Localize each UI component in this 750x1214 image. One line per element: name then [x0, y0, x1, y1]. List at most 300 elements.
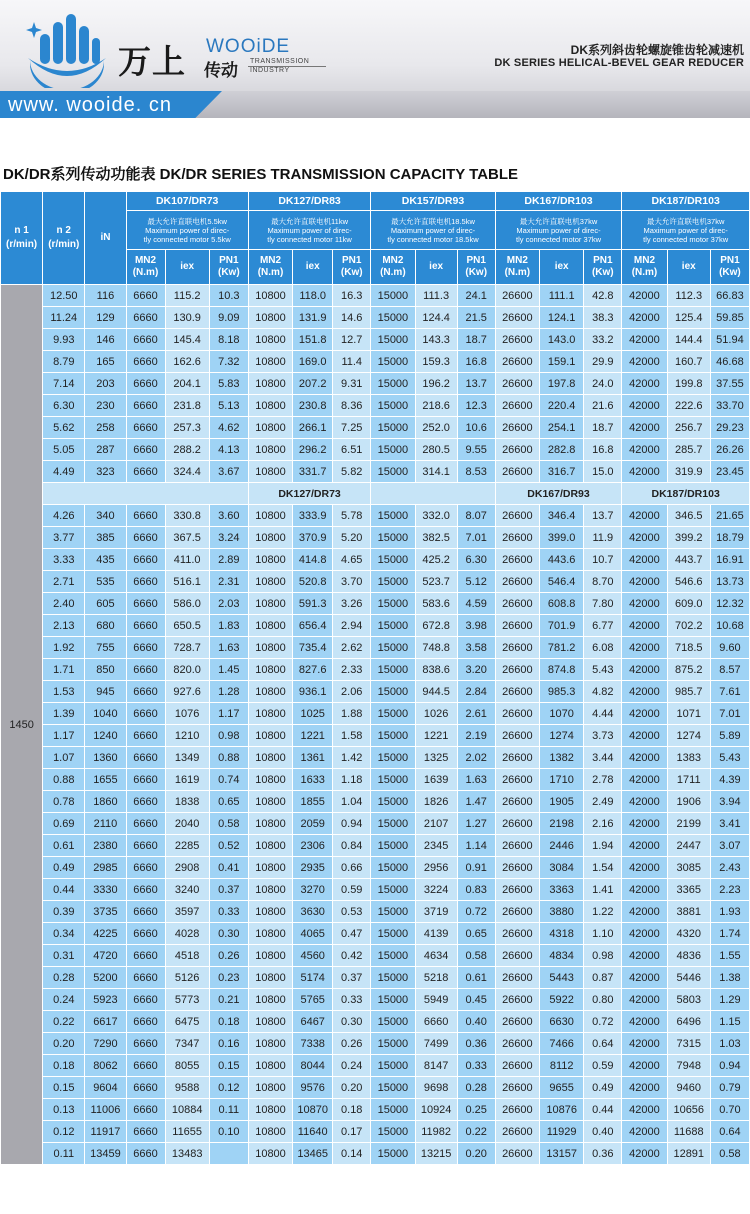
table-cell: 118.0	[293, 285, 333, 307]
table-row	[1, 395, 750, 417]
table-cell: 26600	[495, 879, 539, 901]
table-cell: 11640	[293, 1121, 333, 1143]
table-cell: 9604	[85, 1077, 126, 1099]
table-cell: 15000	[371, 329, 415, 351]
table-cell: 26600	[495, 703, 539, 725]
table-cell: 6660	[126, 637, 165, 659]
table-cell: 10800	[248, 1011, 292, 1033]
table-cell: 3270	[293, 879, 333, 901]
table-row	[1, 879, 750, 901]
table-cell: 10800	[248, 923, 292, 945]
table-cell: 26600	[495, 395, 539, 417]
table-cell: 591.3	[293, 593, 333, 615]
table-cell: 0.33	[209, 901, 248, 923]
table-cell: 1026	[415, 703, 457, 725]
table-cell: 26600	[495, 1099, 539, 1121]
table-cell: 850	[85, 659, 126, 681]
torque-header: MN2 (N.m)	[622, 250, 667, 285]
table-cell: 288.2	[165, 439, 209, 461]
table-cell: 1071	[667, 703, 710, 725]
table-cell: 2908	[165, 857, 209, 879]
table-cell: 3.60	[209, 505, 248, 527]
power-header: PN1 (Kw)	[457, 250, 495, 285]
table-cell: 945	[85, 681, 126, 703]
table-cell: 23.45	[710, 461, 749, 483]
table-cell: 6660	[126, 417, 165, 439]
table-cell: 875.2	[667, 659, 710, 681]
table-cell: 42000	[622, 1143, 667, 1165]
blank-cell	[43, 483, 249, 505]
table-cell: 1274	[540, 725, 584, 747]
table-cell: 0.88	[209, 747, 248, 769]
table-cell: 6630	[540, 1011, 584, 1033]
table-cell: 6660	[126, 1099, 165, 1121]
table-cell: 0.59	[333, 879, 371, 901]
table-row	[1, 549, 750, 571]
table-cell: 5803	[667, 989, 710, 1011]
table-cell: 11.4	[333, 351, 371, 373]
table-cell: 26600	[495, 615, 539, 637]
table-row	[1, 417, 750, 439]
table-cell: 10800	[248, 439, 292, 461]
table-cell: 10800	[248, 857, 292, 879]
table-cell: 2.23	[710, 879, 749, 901]
table-cell: 5.62	[43, 417, 85, 439]
sub-model-label: DK187/DR103	[622, 483, 750, 505]
table-cell: 425.2	[415, 549, 457, 571]
table-cell: 3240	[165, 879, 209, 901]
table-cell: 26600	[495, 373, 539, 395]
table-cell: 124.1	[540, 307, 584, 329]
table-cell: 6660	[126, 791, 165, 813]
table-cell: 319.9	[667, 461, 710, 483]
n2-header: n 2 (r/min)	[43, 192, 85, 285]
table-cell: 145.4	[165, 329, 209, 351]
table-cell: 0.33	[333, 989, 371, 1011]
table-cell: 346.4	[540, 505, 584, 527]
table-cell: 5922	[540, 989, 584, 1011]
table-cell: 2.03	[209, 593, 248, 615]
table-cell: 4.13	[209, 439, 248, 461]
table-cell: 5.05	[43, 439, 85, 461]
table-cell: 1349	[165, 747, 209, 769]
table-cell: 1.17	[43, 725, 85, 747]
table-cell: 316.7	[540, 461, 584, 483]
table-cell: 5949	[415, 989, 457, 1011]
table-cell: 10.6	[457, 417, 495, 439]
table-cell: 15000	[371, 747, 415, 769]
table-cell: 6660	[126, 1077, 165, 1099]
table-cell: 37.55	[710, 373, 749, 395]
table-cell: 324.4	[165, 461, 209, 483]
table-cell: 230	[85, 395, 126, 417]
table-cell: 1.22	[584, 901, 622, 923]
table-cell: 11982	[415, 1121, 457, 1143]
table-cell: 6.30	[457, 549, 495, 571]
product-title-chinese: DK系列斜齿轮螺旋锥齿轮减速机	[570, 43, 744, 57]
table-cell: 6.30	[43, 395, 85, 417]
table-cell: 115.2	[165, 285, 209, 307]
table-cell: 10800	[248, 945, 292, 967]
table-cell: 3.77	[43, 527, 85, 549]
table-cell: 0.53	[333, 901, 371, 923]
table-cell: 2.33	[333, 659, 371, 681]
table-cell: 1.17	[209, 703, 248, 725]
table-cell: 285.7	[667, 439, 710, 461]
iex-header: iex	[540, 250, 584, 285]
table-cell: 2.40	[43, 593, 85, 615]
table-cell: 6475	[165, 1011, 209, 1033]
table-cell: 296.2	[293, 439, 333, 461]
table-cell: 42000	[622, 967, 667, 989]
table-cell: 331.7	[293, 461, 333, 483]
table-cell: 10884	[165, 1099, 209, 1121]
table-cell: 42000	[622, 417, 667, 439]
table-cell: 15000	[371, 351, 415, 373]
motor-note-3: 最大允许直联电机18.5kw Maximum power of direc- tly connected motor 18.5kw	[371, 211, 495, 250]
table-cell: 14.6	[333, 307, 371, 329]
table-cell: 12891	[667, 1143, 710, 1165]
table-cell: 6660	[415, 1011, 457, 1033]
table-cell: 8.79	[43, 351, 85, 373]
table-cell: 4634	[415, 945, 457, 967]
table-cell: 1361	[293, 747, 333, 769]
table-row	[1, 1099, 750, 1121]
table-cell: 1.47	[457, 791, 495, 813]
table-cell: 0.17	[333, 1121, 371, 1143]
table-cell: 10800	[248, 747, 292, 769]
table-cell: 9.09	[209, 307, 248, 329]
table-cell: 4139	[415, 923, 457, 945]
table-cell: 1655	[85, 769, 126, 791]
table-cell: 124.4	[415, 307, 457, 329]
table-cell: 6660	[126, 373, 165, 395]
table-cell: 10800	[248, 725, 292, 747]
table-cell: 6660	[126, 703, 165, 725]
table-cell: 0.37	[209, 879, 248, 901]
table-cell: 0.36	[457, 1033, 495, 1055]
table-cell: 0.52	[209, 835, 248, 857]
group-header-1: DK107/DR73	[126, 192, 248, 211]
table-cell: 6660	[126, 747, 165, 769]
table-cell: 0.58	[710, 1143, 749, 1165]
table-cell: 4.26	[43, 505, 85, 527]
table-cell: 0.88	[43, 769, 85, 791]
table-cell: 0.11	[43, 1143, 85, 1165]
table-cell: 443.6	[540, 549, 584, 571]
table-cell: 0.24	[43, 989, 85, 1011]
table-cell: 18.79	[710, 527, 749, 549]
table-cell: 9460	[667, 1077, 710, 1099]
table-row	[1, 1143, 750, 1165]
table-cell: 6660	[126, 351, 165, 373]
table-cell: 2285	[165, 835, 209, 857]
table-cell: 0.66	[333, 857, 371, 879]
table-cell: 1639	[415, 769, 457, 791]
table-cell: 0.41	[209, 857, 248, 879]
table-cell: 6660	[126, 813, 165, 835]
table-row	[1, 725, 750, 747]
table-cell: 0.98	[209, 725, 248, 747]
table-cell: 42000	[622, 329, 667, 351]
table-cell: 203	[85, 373, 126, 395]
table-cell: 6660	[126, 527, 165, 549]
table-cell: 15000	[371, 659, 415, 681]
table-cell: 523.7	[415, 571, 457, 593]
table-cell: 26600	[495, 285, 539, 307]
table-cell: 26600	[495, 989, 539, 1011]
table-cell: 10800	[248, 505, 292, 527]
table-cell: 4065	[293, 923, 333, 945]
table-cell: 2985	[85, 857, 126, 879]
table-cell: 10800	[248, 373, 292, 395]
table-cell: 10.7	[584, 549, 622, 571]
table-cell: 10800	[248, 989, 292, 1011]
table-cell: 26600	[495, 329, 539, 351]
torque-header: MN2 (N.m)	[371, 250, 415, 285]
table-cell: 1221	[415, 725, 457, 747]
table-cell: 605	[85, 593, 126, 615]
table-row	[1, 747, 750, 769]
table-cell: 1210	[165, 725, 209, 747]
table-cell: 10.3	[209, 285, 248, 307]
table-cell: 1.29	[710, 989, 749, 1011]
table-cell: 4518	[165, 945, 209, 967]
table-cell: 8.07	[457, 505, 495, 527]
table-cell: 4.82	[584, 681, 622, 703]
table-cell: 10800	[248, 1055, 292, 1077]
table-cell: 10800	[248, 879, 292, 901]
table-cell: 6660	[126, 857, 165, 879]
table-cell: 0.40	[584, 1121, 622, 1143]
table-cell: 46.68	[710, 351, 749, 373]
table-cell: 3881	[667, 901, 710, 923]
table-cell: 280.5	[415, 439, 457, 461]
table-cell: 10870	[293, 1099, 333, 1121]
table-cell: 385	[85, 527, 126, 549]
table-cell: 1025	[293, 703, 333, 725]
table-cell: 131.9	[293, 307, 333, 329]
table-cell: 4.44	[584, 703, 622, 725]
table-cell: 3597	[165, 901, 209, 923]
table-cell: 1860	[85, 791, 126, 813]
motor-note-1: 最大允许直联电机5.5kw Maximum power of direc- tly connected motor 5.5kw	[126, 211, 248, 250]
table-cell: 5.20	[333, 527, 371, 549]
table-cell: 42000	[622, 549, 667, 571]
table-cell: 42000	[622, 659, 667, 681]
table-cell: 10800	[248, 329, 292, 351]
table-cell: 24.1	[457, 285, 495, 307]
table-cell: 42000	[622, 1121, 667, 1143]
table-cell: 0.36	[584, 1143, 622, 1165]
table-cell: 15000	[371, 1121, 415, 1143]
table-cell: 0.37	[333, 967, 371, 989]
table-cell: 0.87	[584, 967, 622, 989]
motor-note-5: 最大允许直联电机37kw Maximum power of direc- tly connected motor 37kw	[622, 211, 750, 250]
table-cell: 10656	[667, 1099, 710, 1121]
table-cell: 0.18	[43, 1055, 85, 1077]
table-cell: 159.3	[415, 351, 457, 373]
table-cell: 6660	[126, 285, 165, 307]
table-cell: 6660	[126, 439, 165, 461]
table-cell: 26600	[495, 813, 539, 835]
table-cell: 5773	[165, 989, 209, 1011]
table-cell: 42000	[622, 527, 667, 549]
table-cell: 0.33	[457, 1055, 495, 1077]
table-cell: 0.83	[457, 879, 495, 901]
table-cell: 838.6	[415, 659, 457, 681]
power-header: PN1 (Kw)	[710, 250, 749, 285]
table-cell: 8.53	[457, 461, 495, 483]
table-cell: 2956	[415, 857, 457, 879]
table-cell: 1325	[415, 747, 457, 769]
table-cell: 42000	[622, 1011, 667, 1033]
table-cell: 1633	[293, 769, 333, 791]
table-cell: 3084	[540, 857, 584, 879]
table-cell: 15000	[371, 879, 415, 901]
table-row	[1, 307, 750, 329]
table-cell: 1.55	[710, 945, 749, 967]
table-cell: 207.2	[293, 373, 333, 395]
table-cell: 42000	[622, 351, 667, 373]
n1-header: n 1 (r/min)	[1, 192, 43, 285]
table-cell: 26600	[495, 549, 539, 571]
table-cell: 11688	[667, 1121, 710, 1143]
table-cell: 42000	[622, 989, 667, 1011]
table-cell: 0.10	[209, 1121, 248, 1143]
table-cell: 15000	[371, 1055, 415, 1077]
table-cell: 0.84	[333, 835, 371, 857]
table-cell: 15000	[371, 813, 415, 835]
iex-header: iex	[165, 250, 209, 285]
table-cell: 3.98	[457, 615, 495, 637]
iex-header: iex	[415, 250, 457, 285]
table-cell: 516.1	[165, 571, 209, 593]
table-cell: 10800	[248, 417, 292, 439]
table-cell: 3735	[85, 901, 126, 923]
table-cell: 0.78	[43, 791, 85, 813]
table-cell: 0.74	[209, 769, 248, 791]
table-cell: 6660	[126, 549, 165, 571]
table-cell: 12.32	[710, 593, 749, 615]
table-cell: 5.13	[209, 395, 248, 417]
table-cell: 13.7	[584, 505, 622, 527]
table-row	[1, 945, 750, 967]
table-cell: 26600	[495, 923, 539, 945]
table-cell: 9698	[415, 1077, 457, 1099]
table-cell: 6.51	[333, 439, 371, 461]
table-cell: 2.43	[710, 857, 749, 879]
page-header	[0, 0, 750, 118]
table-cell: 287	[85, 439, 126, 461]
table-cell: 1360	[85, 747, 126, 769]
table-row	[1, 329, 750, 351]
table-cell: 0.21	[209, 989, 248, 1011]
table-cell: 42000	[622, 1099, 667, 1121]
table-row	[1, 989, 750, 1011]
table-cell	[209, 1143, 248, 1165]
table-cell: 256.7	[667, 417, 710, 439]
table-cell: 0.94	[710, 1055, 749, 1077]
table-cell: 0.79	[710, 1077, 749, 1099]
table-cell: 411.0	[165, 549, 209, 571]
table-cell: 26600	[495, 1033, 539, 1055]
table-cell: 130.9	[165, 307, 209, 329]
table-cell: 333.9	[293, 505, 333, 527]
table-cell: 42000	[622, 945, 667, 967]
table-cell: 3.20	[457, 659, 495, 681]
table-cell: 0.49	[43, 857, 85, 879]
table-cell: 13465	[293, 1143, 333, 1165]
table-cell: 8112	[540, 1055, 584, 1077]
table-cell: 15000	[371, 703, 415, 725]
table-cell: 51.94	[710, 329, 749, 351]
table-row	[1, 1011, 750, 1033]
table-cell: 0.20	[43, 1033, 85, 1055]
sub-model-label: DK127/DR73	[248, 483, 370, 505]
table-cell: 10800	[248, 769, 292, 791]
table-cell: 15000	[371, 505, 415, 527]
table-cell: 3.44	[584, 747, 622, 769]
table-cell: 0.15	[43, 1077, 85, 1099]
table-cell: 586.0	[165, 593, 209, 615]
table-cell: 0.14	[333, 1143, 371, 1165]
table-cell: 3880	[540, 901, 584, 923]
table-row	[1, 461, 750, 483]
table-cell: 583.6	[415, 593, 457, 615]
table-cell: 10800	[248, 1077, 292, 1099]
table-cell: 10800	[248, 813, 292, 835]
table-cell: 11929	[540, 1121, 584, 1143]
table-cell: 125.4	[667, 307, 710, 329]
table-cell: 7466	[540, 1033, 584, 1055]
table-cell: 2.49	[584, 791, 622, 813]
table-cell: 332.0	[415, 505, 457, 527]
table-cell: 4028	[165, 923, 209, 945]
table-cell: 0.69	[43, 813, 85, 835]
website-url: www. wooide. cn	[8, 94, 172, 116]
table-cell: 15000	[371, 285, 415, 307]
table-cell: 2.13	[43, 615, 85, 637]
table-cell: 8.18	[209, 329, 248, 351]
table-cell: 7.01	[457, 527, 495, 549]
table-cell: 6660	[126, 593, 165, 615]
table-cell: 2107	[415, 813, 457, 835]
table-cell: 197.8	[540, 373, 584, 395]
table-cell: 6660	[126, 505, 165, 527]
table-cell: 1.07	[43, 747, 85, 769]
table-cell: 1.27	[457, 813, 495, 835]
table-cell: 0.61	[457, 967, 495, 989]
table-cell: 10800	[248, 285, 292, 307]
table-cell: 4318	[540, 923, 584, 945]
table-cell: 7290	[85, 1033, 126, 1055]
table-cell: 222.6	[667, 395, 710, 417]
table-cell: 26600	[495, 1143, 539, 1165]
table-cell: 5.43	[710, 747, 749, 769]
table-cell: 1274	[667, 725, 710, 747]
table-cell: 5443	[540, 967, 584, 989]
table-cell: 42000	[622, 879, 667, 901]
blank-cell	[371, 483, 495, 505]
table-cell: 15000	[371, 835, 415, 857]
table-cell: 9.31	[333, 373, 371, 395]
brand-tagline-line1: TRANSMISSION	[250, 58, 310, 65]
table-cell: 0.65	[457, 923, 495, 945]
table-cell: 26600	[495, 637, 539, 659]
brand-name-english: WOOiDE	[206, 36, 291, 57]
table-cell: 346.5	[667, 505, 710, 527]
